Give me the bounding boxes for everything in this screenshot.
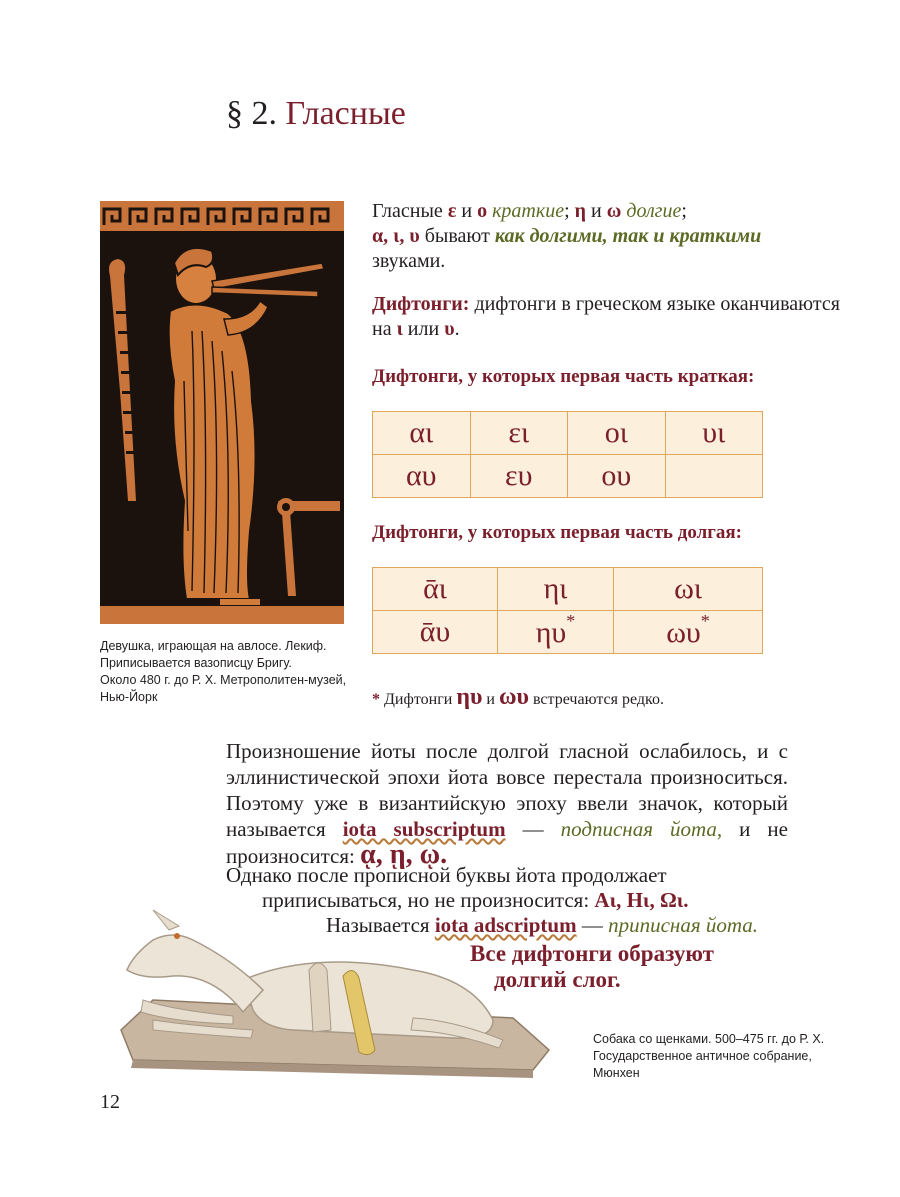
- table-cell: [665, 455, 763, 498]
- both-label: как долгими, так и краткими: [494, 225, 762, 247]
- vase-image: [100, 201, 344, 624]
- short-label: краткие: [487, 200, 565, 222]
- text: ;: [681, 200, 687, 222]
- table-cell: ου: [568, 455, 666, 498]
- dog-figurine-image: [113, 900, 553, 1080]
- table-cell: ᾱυ: [373, 611, 498, 654]
- section-number: § 2.: [226, 95, 277, 132]
- page-number: 12: [100, 1091, 120, 1113]
- vase-caption-line: Приписывается вазописцу Бригу.: [100, 656, 292, 670]
- dog-caption-line: Собака со щенками. 500–475 гг. до Р. Х.: [593, 1032, 825, 1046]
- greek-examples: Αι, Ηι, Ωι.: [594, 888, 689, 912]
- cell-text: ηυ: [535, 615, 567, 649]
- section-title: Гласные: [285, 95, 406, 132]
- vowels-paragraph: [372, 199, 842, 274]
- text: звуками.: [372, 250, 446, 272]
- text: и не произносится:: [226, 817, 788, 868]
- text: Произношение йоты после долгой гласной ослабилось, и с эллинистической эпохи йота вовсе перестала произноситься. Поэтому уже в византийскую эпоху ввели значок, который называется: [226, 739, 788, 841]
- text: приписываться, но не произносится:: [262, 888, 595, 912]
- vase-caption-line: Около 480 г. до Р. Х. Метрополитен-музей,: [100, 673, 347, 687]
- text: Называется: [326, 913, 435, 937]
- table-cell: ωι: [614, 568, 763, 611]
- table-cell: ευ: [470, 455, 567, 498]
- greek-letter: ι: [396, 318, 403, 340]
- dog-caption-line: Мюнхен: [593, 1066, 640, 1080]
- greek-letter: η: [574, 200, 587, 222]
- footnote: [372, 686, 812, 711]
- text: бывают: [419, 225, 495, 247]
- summary-line: долгий слог.: [494, 967, 621, 992]
- table-row: [373, 568, 763, 611]
- vase-caption: [100, 638, 360, 706]
- table-row: [373, 412, 763, 455]
- greek-examples: ᾳ, ῃ, ῳ.: [360, 839, 448, 870]
- cell-text: ωυ: [666, 615, 701, 649]
- table-cell: αι: [373, 412, 471, 455]
- text: Дифтонги: [380, 691, 457, 708]
- long-label: долгие: [621, 200, 682, 222]
- text: или: [402, 318, 445, 340]
- table-cell: ει: [470, 412, 567, 455]
- iota-adscriptum-term: iota adscriptum: [434, 913, 577, 937]
- iota-subscriptum-term: iota subscriptum: [342, 817, 506, 841]
- vase-caption-line: Девушка, играющая на авлосе. Лекиф.: [100, 639, 327, 653]
- text: —: [505, 817, 561, 841]
- vase-caption-line: Нью-Йорк: [100, 690, 158, 704]
- table-cell: ᾱι: [373, 568, 498, 611]
- table-row: [373, 455, 763, 498]
- footnote-mark: *: [566, 610, 576, 631]
- greek-diphthong: ηυ: [456, 684, 483, 710]
- text: ;: [564, 200, 575, 222]
- text: и: [456, 200, 478, 222]
- text: Гласные: [372, 200, 448, 222]
- text: дифтонги в греческом языке оканчиваются на: [372, 293, 840, 340]
- footnote-mark: *: [700, 610, 710, 631]
- greek-letter: ε: [447, 200, 457, 222]
- text: и: [586, 200, 607, 222]
- section-heading: [226, 92, 406, 136]
- table-cell: ηι: [498, 568, 614, 611]
- short-diphthongs-heading: Дифтонги, у которых первая часть краткая:: [372, 366, 755, 387]
- table-cell: [614, 611, 763, 654]
- text: и: [482, 691, 499, 708]
- table-cell: υι: [665, 412, 763, 455]
- table-row: [373, 611, 763, 654]
- text: .: [454, 318, 460, 340]
- greek-letter: ο: [477, 200, 488, 222]
- greek-letters: α, ι, υ: [372, 225, 420, 247]
- table-cell: [498, 611, 614, 654]
- greek-letter: υ: [444, 318, 455, 340]
- text: встречаются редко.: [528, 691, 664, 708]
- greek-letter: ω: [606, 200, 622, 222]
- iota-subscriptum-gloss: подписная йота,: [560, 817, 723, 841]
- iota-adscriptum-line: Однако после прописной буквы йота продолжает: [226, 863, 667, 887]
- dog-caption-line: Государственное античное собрание,: [593, 1049, 812, 1063]
- table-cell: οι: [568, 412, 666, 455]
- iota-subscriptum-paragraph: [226, 738, 788, 869]
- text: —: [576, 913, 609, 937]
- footnote-star: *: [372, 691, 380, 708]
- dog-caption: [593, 1031, 833, 1082]
- table-cell: αυ: [373, 455, 471, 498]
- iota-adscriptum-gloss: приписная йота.: [608, 913, 759, 937]
- diphthongs-definition: [372, 292, 842, 342]
- long-diphthongs-table: [372, 567, 763, 654]
- diphthongs-label: Дифтонги:: [372, 293, 470, 315]
- summary-line: Все дифтонги образуют: [470, 941, 714, 966]
- long-diphthongs-heading: Дифтонги, у которых первая часть долгая:: [372, 522, 742, 543]
- short-diphthongs-table: [372, 411, 763, 498]
- greek-diphthong: ωυ: [498, 684, 529, 710]
